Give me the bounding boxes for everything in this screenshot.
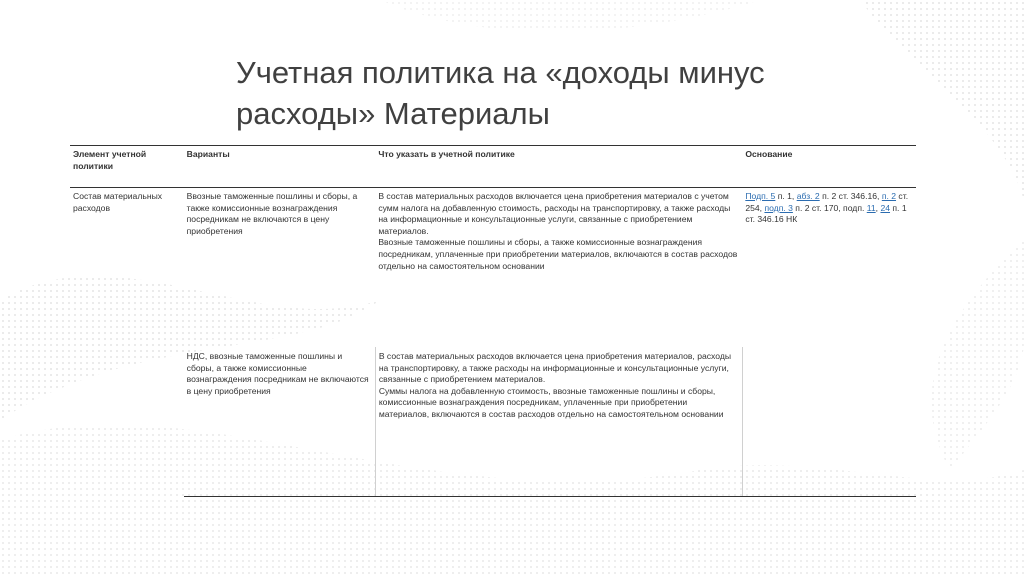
law-link[interactable]: абз. 2 <box>796 191 820 201</box>
title-line-1: Учетная политика на «доходы минус <box>236 55 765 90</box>
basis-text: п. 2 ст. 346.16, <box>819 191 882 201</box>
header-basis: Основание <box>742 146 916 188</box>
slide-title <box>236 52 836 134</box>
table-row <box>70 347 916 497</box>
cell-variant: Ввозные таможенные пошлины и сборы, а также комиссионные вознаграждения посредникам не включаются в цену приобретения <box>186 191 358 236</box>
law-link[interactable]: 24 <box>880 202 891 213</box>
table-row <box>70 188 916 348</box>
what-paragraph-2: Суммы налога на добавленную стоимость, ввозные таможенные пошлины и сборы, комиссионные вознаграждения посредникам, уплаченные при приобретении материалов, включаются в состав расходов отдельно на самостоятельном основании <box>378 385 724 419</box>
cell-basis-empty <box>742 347 916 497</box>
basis-text: п. 2 ст. 170, подп. <box>792 202 867 213</box>
basis-text: ст. 254, <box>745 191 909 213</box>
cell-variant: НДС, ввозные таможенные пошлины и сборы, а также комиссионные вознаграждения посредникам не включаются в цену приобретения <box>184 347 376 497</box>
law-link[interactable]: 11 <box>866 202 876 213</box>
basis-text: п. 1, <box>775 191 797 201</box>
table-header-row <box>70 146 916 188</box>
header-what: Что указать в учетной политике <box>375 146 742 188</box>
accounting-policy-table <box>70 145 916 497</box>
cell-what <box>375 188 742 348</box>
wave-right-mid <box>931 240 1024 470</box>
cell-basis <box>742 188 916 348</box>
what-paragraph-2: Ввозные таможенные пошлины и сборы, а также комиссионные вознаграждения посредникам, уплаченные при приобретении материалов, включаются в состав расходов отдельно на самостоятельном основании <box>378 237 738 271</box>
law-link[interactable]: Подп. 5 <box>745 191 776 201</box>
basis-text: , <box>875 202 881 213</box>
law-link[interactable]: подп. 3 <box>764 202 793 213</box>
cell-element: Состав материальных расходов <box>73 191 163 213</box>
wave-top <box>380 0 760 32</box>
cell-what <box>375 347 742 497</box>
title-line-2: расходы» Материалы <box>236 96 550 131</box>
law-link[interactable]: п. 2 <box>881 191 897 201</box>
header-element: Элемент учетной политики <box>70 146 184 188</box>
what-paragraph-1: В состав материальных расходов включается цена приобретения материалов, расходы на транспортировку, а также расходы на информационные и консультационные услуги, связанные с приобретением материалов. <box>378 351 732 385</box>
basis-text: п. 1 ст. 346.16 НК <box>745 202 907 225</box>
what-paragraph-1: В состав материальных расходов включается цена приобретения материалов с учетом сумм налога на добавленную стоимость, расходы на транспортировку, а также расходы на информационные и консультационные услуги, связанные с приобретением материалов. <box>378 191 731 236</box>
header-variants: Варианты <box>184 146 376 188</box>
